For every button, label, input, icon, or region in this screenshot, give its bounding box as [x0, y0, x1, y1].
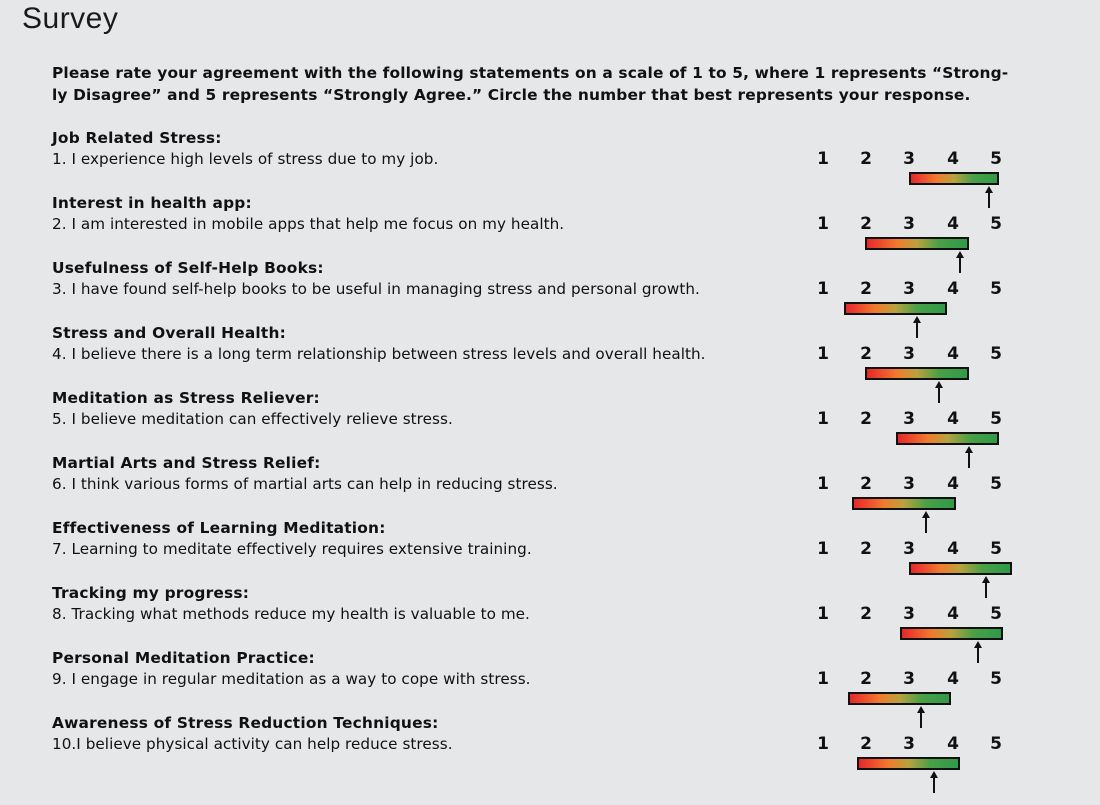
survey-question: [52, 713, 792, 755]
rating-option-4[interactable]: 4: [947, 474, 959, 494]
question-heading: Meditation as Stress Reliever:: [52, 389, 320, 407]
rating-option-2[interactable]: 2: [860, 539, 872, 559]
question-heading: Effectiveness of Learning Meditation:: [52, 519, 386, 537]
rating-option-2[interactable]: 2: [860, 344, 872, 364]
response-range-bar: [865, 237, 968, 250]
survey-question: [52, 518, 792, 560]
rating-option-4[interactable]: 4: [947, 734, 959, 754]
survey-question: [52, 128, 792, 170]
up-arrow-icon: [973, 641, 983, 663]
question-heading: Martial Arts and Stress Relief:: [52, 454, 321, 472]
up-arrow-icon: [912, 316, 922, 338]
up-arrow-icon: [929, 771, 939, 793]
rating-option-4[interactable]: 4: [947, 149, 959, 169]
response-range-bar: [909, 172, 1000, 185]
question-statement: 6. I think various forms of martial arts can help in reducing stress.: [52, 475, 558, 493]
rating-option-3[interactable]: 3: [903, 149, 915, 169]
rating-scale: [810, 734, 1010, 794]
up-arrow-icon: [984, 186, 994, 208]
question-statement: 8. Tracking what methods reduce my health is valuable to me.: [52, 605, 530, 623]
rating-option-5[interactable]: 5: [990, 734, 1002, 754]
rating-option-3[interactable]: 3: [903, 474, 915, 494]
response-range-bar: [852, 497, 955, 510]
response-range-bar: [857, 757, 960, 770]
rating-option-1[interactable]: 1: [817, 474, 829, 494]
question-statement: 7. Learning to meditate effectively requires extensive training.: [52, 540, 532, 558]
survey-question: [52, 323, 792, 365]
rating-option-2[interactable]: 2: [860, 669, 872, 689]
rating-option-1[interactable]: 1: [817, 669, 829, 689]
rating-option-5[interactable]: 5: [990, 409, 1002, 429]
question-heading: Stress and Overall Health:: [52, 324, 286, 342]
question-statement: 4. I believe there is a long term relationship between stress levels and overall health.: [52, 345, 706, 363]
rating-option-1[interactable]: 1: [817, 539, 829, 559]
rating-option-5[interactable]: 5: [990, 214, 1002, 234]
rating-scale: [810, 669, 1010, 729]
rating-option-5[interactable]: 5: [990, 669, 1002, 689]
rating-option-2[interactable]: 2: [860, 149, 872, 169]
question-heading: Interest in health app:: [52, 194, 252, 212]
rating-option-5[interactable]: 5: [990, 279, 1002, 299]
rating-scale: [810, 409, 1010, 469]
survey-question: [52, 648, 792, 690]
question-statement: 5. I believe meditation can effectively relieve stress.: [52, 410, 453, 428]
question-statement: 1. I experience high levels of stress due to my job.: [52, 150, 439, 168]
rating-option-2[interactable]: 2: [860, 734, 872, 754]
rating-scale: [810, 604, 1010, 664]
rating-scale: [810, 539, 1010, 599]
up-arrow-icon: [964, 446, 974, 468]
rating-option-3[interactable]: 3: [903, 214, 915, 234]
rating-option-5[interactable]: 5: [990, 149, 1002, 169]
instructions-text: Please rate your agreement with the following statements on a scale of 1 to 5, where 1 represents “Strong-ly Disagree” and 5 represents “Strongly Agree.” Circle the number that best represents your response.: [52, 64, 1009, 104]
rating-option-1[interactable]: 1: [817, 149, 829, 169]
rating-option-4[interactable]: 4: [947, 669, 959, 689]
rating-option-3[interactable]: 3: [903, 344, 915, 364]
rating-option-4[interactable]: 4: [947, 409, 959, 429]
up-arrow-icon: [981, 576, 991, 598]
rating-option-2[interactable]: 2: [860, 474, 872, 494]
rating-option-5[interactable]: 5: [990, 344, 1002, 364]
response-range-bar: [909, 562, 1012, 575]
question-heading: Tracking my progress:: [52, 584, 250, 602]
rating-option-1[interactable]: 1: [817, 604, 829, 624]
rating-option-5[interactable]: 5: [990, 604, 1002, 624]
page-title: Survey: [22, 2, 119, 35]
rating-option-3[interactable]: 3: [903, 279, 915, 299]
rating-option-4[interactable]: 4: [947, 279, 959, 299]
survey-question: [52, 453, 792, 495]
rating-option-3[interactable]: 3: [903, 734, 915, 754]
rating-option-5[interactable]: 5: [990, 474, 1002, 494]
rating-option-4[interactable]: 4: [947, 344, 959, 364]
survey-question: [52, 258, 792, 300]
response-range-bar: [844, 302, 947, 315]
rating-option-3[interactable]: 3: [903, 409, 915, 429]
survey-question: [52, 388, 792, 430]
survey-question: [52, 583, 792, 625]
question-statement: 2. I am interested in mobile apps that help me focus on my health.: [52, 215, 565, 233]
response-range-bar: [848, 692, 951, 705]
survey-question: [52, 193, 792, 235]
question-statement: 9. I engage in regular meditation as a way to cope with stress.: [52, 670, 531, 688]
rating-option-4[interactable]: 4: [947, 539, 959, 559]
response-range-bar: [896, 432, 999, 445]
question-statement: 10.I believe physical activity can help reduce stress.: [52, 735, 453, 753]
rating-option-1[interactable]: 1: [817, 734, 829, 754]
question-statement: 3. I have found self-help books to be useful in managing stress and personal growth.: [52, 280, 700, 298]
up-arrow-icon: [955, 251, 965, 273]
up-arrow-icon: [916, 706, 926, 728]
response-range-bar: [900, 627, 1003, 640]
rating-option-2[interactable]: 2: [860, 214, 872, 234]
rating-option-1[interactable]: 1: [817, 214, 829, 234]
rating-option-2[interactable]: 2: [860, 409, 872, 429]
up-arrow-icon: [934, 381, 944, 403]
rating-option-5[interactable]: 5: [990, 539, 1002, 559]
rating-option-1[interactable]: 1: [817, 409, 829, 429]
question-heading: Awareness of Stress Reduction Techniques:: [52, 714, 439, 732]
up-arrow-icon: [921, 511, 931, 533]
rating-scale: [810, 279, 1010, 339]
rating-scale: [810, 214, 1010, 274]
rating-option-4[interactable]: 4: [947, 214, 959, 234]
question-heading: Usefulness of Self-Help Books:: [52, 259, 324, 277]
rating-option-1[interactable]: 1: [817, 344, 829, 364]
rating-scale: [810, 474, 1010, 534]
rating-option-2[interactable]: 2: [860, 279, 872, 299]
rating-option-1[interactable]: 1: [817, 279, 829, 299]
rating-option-4[interactable]: 4: [947, 604, 959, 624]
rating-scale: [810, 149, 1010, 209]
question-heading: Personal Meditation Practice:: [52, 649, 315, 667]
response-range-bar: [865, 367, 968, 380]
rating-option-3[interactable]: 3: [903, 669, 915, 689]
rating-option-3[interactable]: 3: [903, 604, 915, 624]
question-heading: Job Related Stress:: [52, 129, 222, 147]
rating-option-2[interactable]: 2: [860, 604, 872, 624]
rating-option-3[interactable]: 3: [903, 539, 915, 559]
rating-scale: [810, 344, 1010, 404]
